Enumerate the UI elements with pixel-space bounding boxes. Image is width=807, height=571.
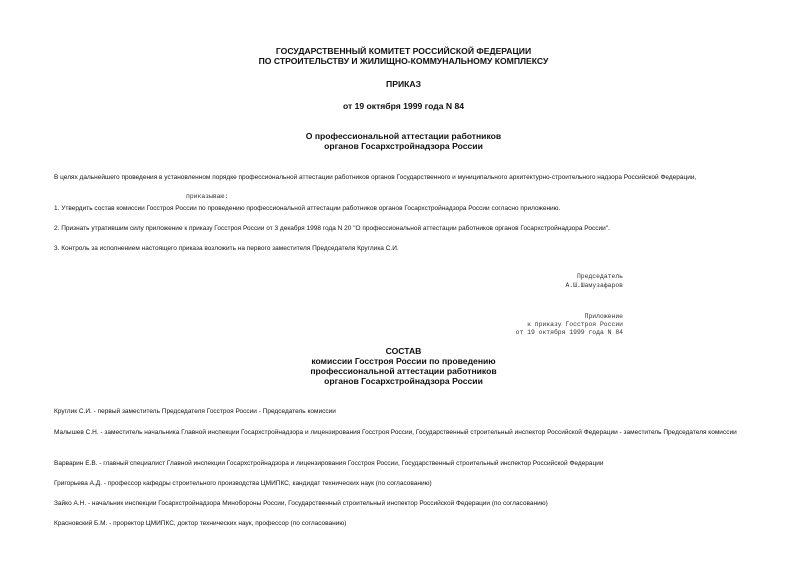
composition-subtitle-3: органов Госархстройнадзора России bbox=[324, 376, 483, 386]
appendix-date-ref: от 19 октября 1999 года N 84 bbox=[515, 329, 623, 336]
org-name-line1: ГОСУДАРСТВЕННЫЙ КОМИТЕТ РОССИЙСКОЙ ФЕДЕРАЦИИ bbox=[275, 46, 532, 56]
order-item-2: 2. Признать утратившим силу приложение к приказу Госстроя России от 3 декабря 1998 года N 20 "О профессиональной аттестации работников органов Госархстройнадзора России". bbox=[54, 225, 610, 232]
member-3: Варварин Е.В. - главный специалист Главной инспекции Госархстройнадзора и лицензирования Госстроя России, Государственный строительный инспектор Российской Федерации bbox=[54, 460, 604, 467]
subject-line1: О профессиональной аттестации работников bbox=[305, 131, 502, 141]
preamble-text: В целях дальнейшего проведения в установленном порядке профессиональной аттестации работников органов Государственного и муниципального архитектурно-строительного надзора Российской Федерации, bbox=[54, 174, 697, 181]
member-1: Круглик С.И. - первый заместитель Председателя Госстроя России - Председатель комиссии bbox=[54, 408, 336, 415]
org-name-line2: ПО СТРОИТЕЛЬСТВУ И ЖИЛИЩНО-КОММУНАЛЬНОМУ КОМПЛЕКСУ bbox=[258, 56, 549, 66]
member-5: Зайко А.Н. - начальник инспекции Госархстройнадзора Минобороны России, Государственный строительный инспектор Российской Федерации (по согласованию) bbox=[54, 500, 548, 507]
composition-subtitle-2: профессиональной аттестации работников bbox=[310, 366, 497, 376]
order-item-3: 3. Контроль за исполнением настоящего приказа возложить на первого заместителя Председателя Круглика С.И. bbox=[54, 245, 399, 252]
signature-title: Председатель bbox=[576, 273, 623, 280]
signature-name: А.Ш.Шамузафаров bbox=[565, 282, 623, 289]
composition-title: СОСТАВ bbox=[385, 346, 422, 356]
composition-subtitle-1: комиссии Госстроя России по проведению bbox=[311, 356, 496, 366]
appendix-label: Приложение bbox=[584, 313, 623, 320]
member-4: Григорьева А.Д. - профессор кафедры строительного производства ЦМИПКС, кандидат технических наук (по согласованию) bbox=[54, 480, 432, 487]
member-2: Малышев С.Н. - заместитель начальника Главной инспекции Госархстройнадзора и лицензирования Госстроя России, Государственный строительный инспектор Российской Федерации - заместитель Председателя комиссии bbox=[54, 429, 737, 436]
document-type: ПРИКАЗ bbox=[386, 79, 421, 89]
orders-word: приказываю: bbox=[186, 193, 229, 200]
subject-line2: органов Госархстройнадзора России bbox=[324, 141, 483, 151]
member-6: Красновский Б.М. - проректор ЦМИПКС, доктор технических наук, профессор (по согласованию) bbox=[54, 520, 347, 527]
order-item-1: 1. Утвердить состав комиссии Госстроя России по проведению профессиональной аттестации работников органов Госархстройнадзора России согласно приложению. bbox=[54, 205, 561, 212]
document-date: от 19 октября 1999 года N 84 bbox=[342, 101, 465, 111]
appendix-order-ref: к приказу Госстроя России bbox=[527, 321, 623, 328]
